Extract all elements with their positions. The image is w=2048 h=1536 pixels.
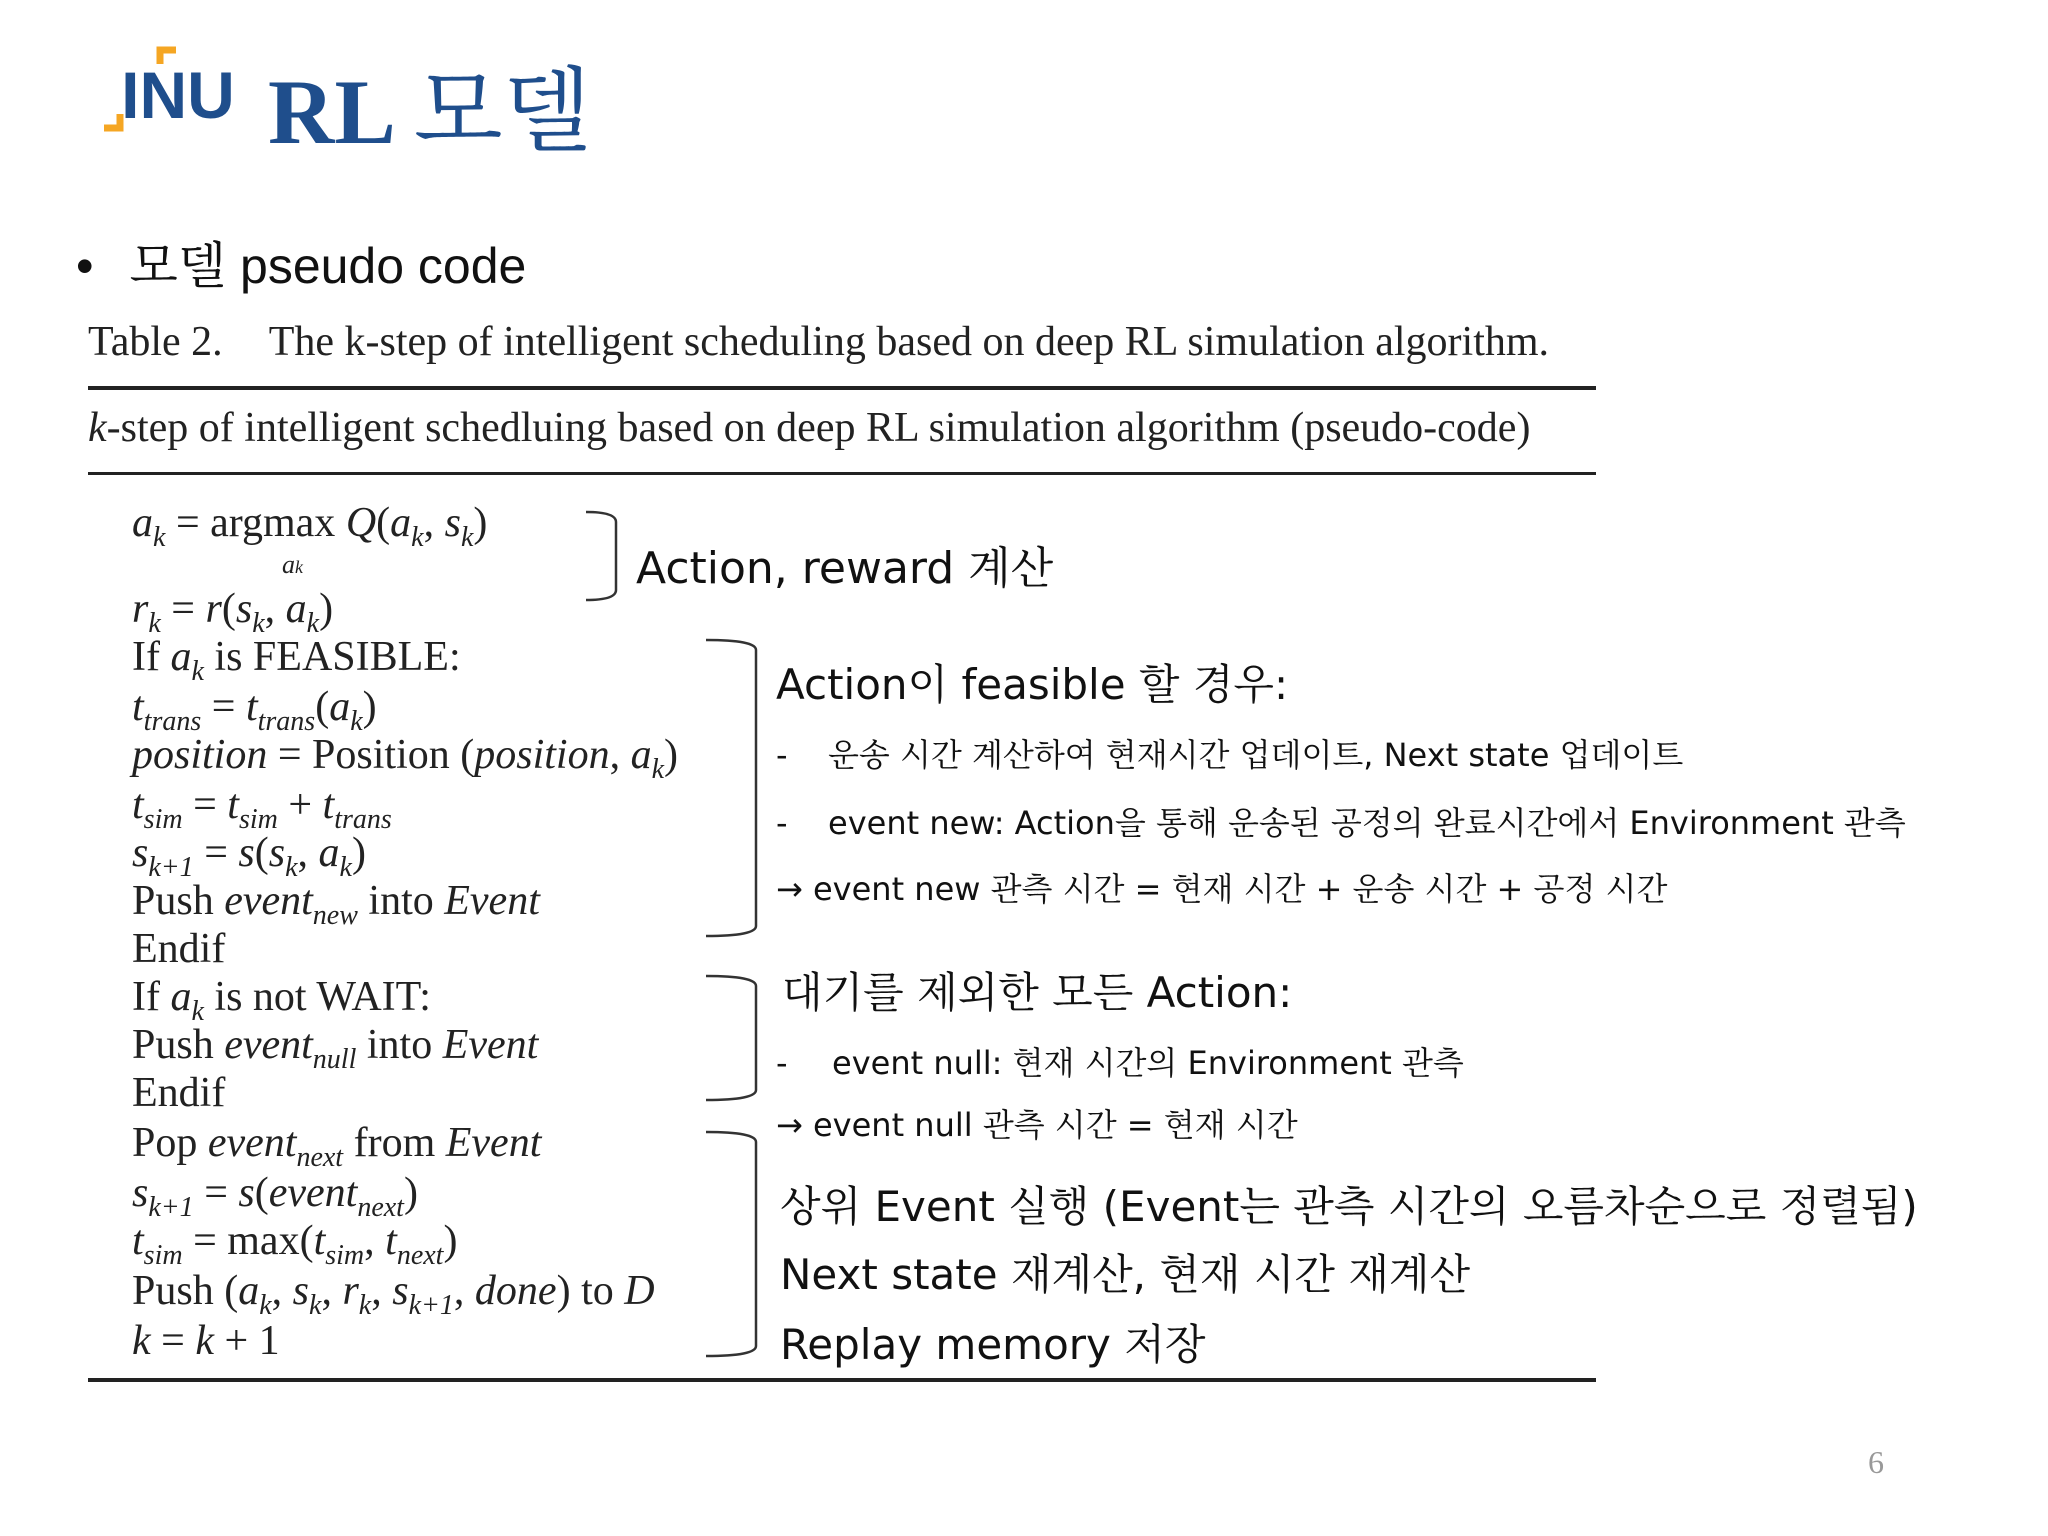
- table-rule-mid: [88, 472, 1596, 475]
- bullet-dot: •: [76, 238, 94, 294]
- pseudocode-line: Push event$_{new}$ into Event: [132, 878, 540, 931]
- pseudocode-line: $t_{trans} = t_{trans}(a_k)$: [132, 684, 377, 737]
- pseudocode-argmax-sub: ak: [282, 550, 303, 579]
- pseudocode-line: position = Position (position, $a_k$): [132, 732, 679, 785]
- pseudocode-line: Push ($a_k$, $s_k$, $r_k$, $s_{k+1}$, done) to D: [132, 1268, 655, 1321]
- annotation-feasible-heading: Action이 feasible 할 경우:: [776, 660, 1289, 709]
- pseudocode-line: If $a_k$ is not WAIT:: [132, 974, 431, 1027]
- annotation-not-wait-heading: 대기를 제외한 모든 Action:: [782, 968, 1293, 1017]
- pseudocode-line: $a_k = argmax$ $Q(a_k$, $s_k$): [132, 500, 488, 553]
- annotation-feasible-result: → event new 관측 시간 = 현재 시간 + 운송 시간 + 공정 시간: [776, 870, 1668, 908]
- pseudocode-line: $s_{k+1} = s(s_k$, $a_k$): [132, 830, 366, 883]
- pseudocode-line: $t_{sim} = t_{sim} + t_{trans}$: [132, 782, 392, 835]
- pseudocode-line: $t_{sim} = \max(t_{sim}$, $t_{next}$): [132, 1218, 458, 1271]
- table-caption-text: The k-step of intelligent scheduling based on deep RL simulation algorithm.: [268, 319, 1550, 365]
- annotation-pop-line: Next state 재계산, 현재 시간 재계산: [780, 1250, 1471, 1299]
- annotation-not-wait-item: - event null: 현재 시간의 Environment 관측: [776, 1044, 1464, 1082]
- bracket-not-wait: [706, 976, 756, 1100]
- annotation-pop-line: Replay memory 저장: [780, 1320, 1206, 1369]
- table-caption-label: Table 2.: [88, 319, 223, 365]
- pseudocode-line: Endif: [132, 1070, 226, 1116]
- bracket-feasible: [706, 640, 756, 936]
- bullet-item: [76, 226, 526, 298]
- inu-logo: [98, 44, 258, 134]
- annotation-feasible-item: - 운송 시간 계산하여 현재시간 업데이트, Next state 업데이트: [776, 736, 1684, 774]
- slide-title: RL 모델: [268, 58, 592, 165]
- pseudocode-line: If $a_k$ is FEASIBLE:: [132, 634, 461, 687]
- annotation-feasible-item: - event new: Action을 통해 운송된 공정의 완료시간에서 Environment 관측: [776, 804, 1906, 842]
- pseudocode-line: Push event$_{null}$ into Event: [132, 1022, 539, 1075]
- pseudocode-line: Endif: [132, 926, 226, 972]
- pseudocode-line: k = k + 1: [132, 1318, 280, 1364]
- table-subheader: k-step of intelligent schedluing based on deep RL simulation algorithm (pseudo-code): [88, 405, 1531, 451]
- bracket-action-reward: [586, 512, 616, 600]
- table-rule-bottom: [88, 1378, 1596, 1382]
- annotation-pop-line: 상위 Event 실행 (Event는 관측 시간의 오름차순으로 정렬됨): [780, 1182, 1918, 1231]
- table-rule-top: [88, 386, 1596, 390]
- pseudocode-line: Pop event$_{next}$ from Event: [132, 1120, 542, 1173]
- pseudocode-line: $r_k = r(s_k$, $a_k$): [132, 586, 334, 639]
- logo-text: INU: [121, 58, 235, 132]
- bracket-pop: [706, 1132, 756, 1356]
- annotation-action-reward: Action, reward 계산: [636, 543, 1054, 594]
- table-caption: [88, 318, 1549, 366]
- page-number: 6: [1868, 1444, 1884, 1480]
- pseudocode-line: $s_{k+1}$ = s(event$_{next}$): [132, 1170, 418, 1223]
- annotation-not-wait-result: → event null 관측 시간 = 현재 시간: [776, 1106, 1298, 1144]
- bullet-text: 모델 pseudo code: [129, 238, 527, 294]
